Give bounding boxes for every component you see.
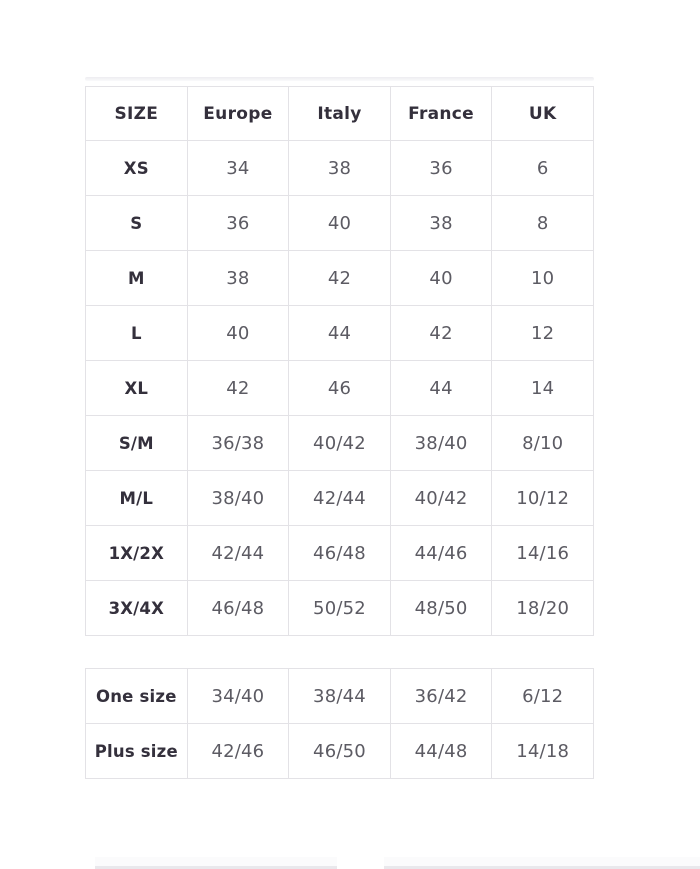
column-header-uk: UK [492, 87, 594, 141]
special-sizes-body [86, 669, 594, 779]
cell-value: 42 [187, 361, 289, 416]
cell-value: 44/48 [390, 724, 492, 779]
cell-value: 42/44 [289, 471, 391, 526]
next-section-edge-right [384, 857, 700, 869]
cell-value: 42/44 [187, 526, 289, 581]
cell-value: 40 [289, 196, 391, 251]
cell-value: 40 [187, 306, 289, 361]
cell-value: 6 [492, 141, 594, 196]
table-row-m [86, 251, 594, 306]
row-label-plus-size: Plus size [86, 724, 188, 779]
cell-value: 40 [390, 251, 492, 306]
cell-value: 6/12 [492, 669, 594, 724]
cell-value: 36 [187, 196, 289, 251]
cell-value: 36/38 [187, 416, 289, 471]
cell-value: 36/42 [390, 669, 492, 724]
cell-value: 44/46 [390, 526, 492, 581]
cell-value: 38 [390, 196, 492, 251]
cell-value: 46/48 [187, 581, 289, 636]
row-label-s: S [86, 196, 188, 251]
cell-value: 10 [492, 251, 594, 306]
cell-value: 10/12 [492, 471, 594, 526]
cell-value: 38/40 [390, 416, 492, 471]
table-row-xl [86, 361, 594, 416]
cell-value: 12 [492, 306, 594, 361]
size-conversion-table [85, 86, 594, 636]
cell-value: 34 [187, 141, 289, 196]
cell-value: 38 [187, 251, 289, 306]
column-header-italy: Italy [289, 87, 391, 141]
header-row [86, 87, 594, 141]
row-label-s-m: S/M [86, 416, 188, 471]
next-section-edge-left [95, 857, 337, 869]
cell-value: 44 [289, 306, 391, 361]
table-row-l [86, 306, 594, 361]
cell-value: 34/40 [187, 669, 289, 724]
cell-value: 40/42 [289, 416, 391, 471]
cell-value: 8/10 [492, 416, 594, 471]
row-label-l: L [86, 306, 188, 361]
table-row-one-size [86, 669, 594, 724]
cell-value: 18/20 [492, 581, 594, 636]
table-row-s-m [86, 416, 594, 471]
cell-value: 46/50 [289, 724, 391, 779]
cell-value: 42 [289, 251, 391, 306]
special-sizes-table [85, 668, 594, 779]
size-table-body [86, 141, 594, 636]
row-label-xs: XS [86, 141, 188, 196]
cell-value: 38/44 [289, 669, 391, 724]
cell-value: 14/18 [492, 724, 594, 779]
row-label-1x-2x: 1X/2X [86, 526, 188, 581]
cell-value: 38/40 [187, 471, 289, 526]
cell-value: 14 [492, 361, 594, 416]
row-label-m-l: M/L [86, 471, 188, 526]
cell-value: 8 [492, 196, 594, 251]
cell-value: 44 [390, 361, 492, 416]
table-row-xs [86, 141, 594, 196]
cell-value: 50/52 [289, 581, 391, 636]
cell-value: 46/48 [289, 526, 391, 581]
table-row-1x-2x [86, 526, 594, 581]
table-row-3x-4x [86, 581, 594, 636]
cell-value: 38 [289, 141, 391, 196]
cell-value: 40/42 [390, 471, 492, 526]
size-table-header [86, 87, 594, 141]
table-row-m-l [86, 471, 594, 526]
column-header-europe: Europe [187, 87, 289, 141]
cell-value: 48/50 [390, 581, 492, 636]
cell-value: 42/46 [187, 724, 289, 779]
column-header-france: France [390, 87, 492, 141]
cell-value: 46 [289, 361, 391, 416]
table-row-s [86, 196, 594, 251]
column-header-size: SIZE [86, 87, 188, 141]
cell-value: 42 [390, 306, 492, 361]
row-label-one-size: One size [86, 669, 188, 724]
cell-value: 36 [390, 141, 492, 196]
row-label-xl: XL [86, 361, 188, 416]
table-top-shadow [85, 77, 594, 81]
table-row-plus-size [86, 724, 594, 779]
row-label-3x-4x: 3X/4X [86, 581, 188, 636]
row-label-m: M [86, 251, 188, 306]
cell-value: 14/16 [492, 526, 594, 581]
